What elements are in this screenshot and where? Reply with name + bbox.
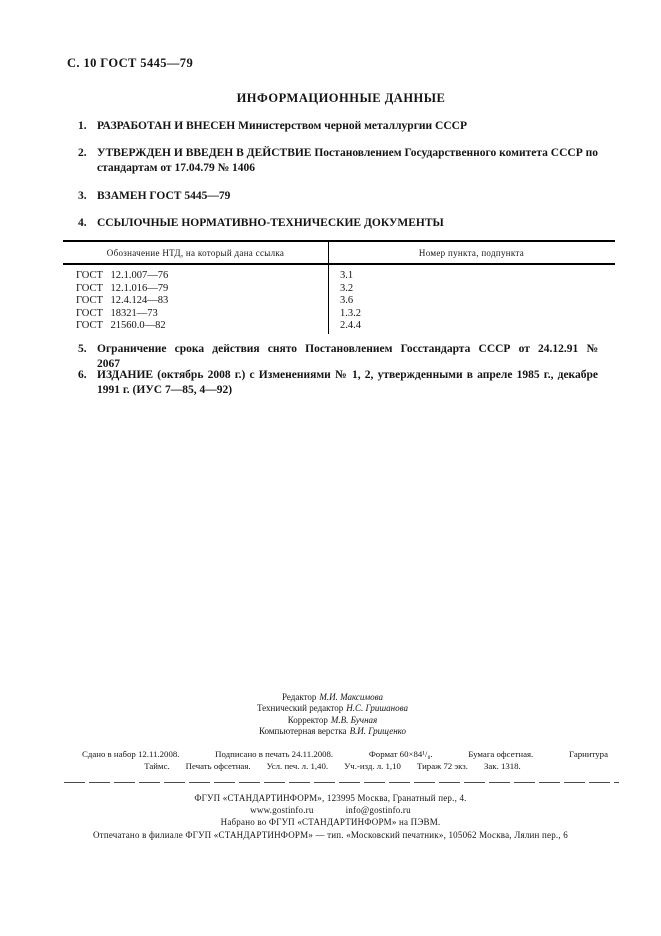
page-header: С. 10 ГОСТ 5445—79 <box>67 56 194 70</box>
table-header-row <box>63 242 615 265</box>
publisher-contacts <box>40 804 621 816</box>
table-row <box>63 320 615 333</box>
credit-name: М.И. Максимова <box>319 692 383 702</box>
item-number: 5. <box>78 343 87 355</box>
cell-point: 3.2 <box>340 282 354 294</box>
item-text: ВЗАМЕН ГОСТ 5445—79 <box>97 190 231 202</box>
table-body <box>63 265 615 333</box>
imprint-segment: Таймс. <box>144 761 170 771</box>
imprint-segment: Гарнитура <box>568 749 608 759</box>
cell-ntd: ГОСТ 12.1.007—76 <box>76 270 169 281</box>
numbered-item-2 <box>78 146 598 176</box>
table-row <box>63 283 615 296</box>
credit-name: М.В. Бучная <box>330 714 378 725</box>
imprint-segment: Печать офсетная. <box>185 761 251 771</box>
credits-block <box>67 692 598 738</box>
publisher-block <box>40 792 621 841</box>
credit-role: Компьютерная верстка <box>258 726 347 737</box>
imprint-segment: Бумага офсетная. <box>468 749 534 759</box>
imprint-segment: Усл. печ. л. 1,40. <box>266 761 329 771</box>
table-row <box>63 308 615 321</box>
dashed-separator <box>64 782 619 783</box>
cell-point: 3.6 <box>340 295 354 307</box>
item-number: 3. <box>78 190 87 202</box>
credit-role: Технический редактор <box>257 703 344 714</box>
imprint-segment: Тираж 72 экз. <box>416 761 468 771</box>
cell-point: 1.3.2 <box>340 307 361 319</box>
credit-role: Редактор <box>282 692 317 702</box>
cell-ntd: ГОСТ 21560.0—82 <box>76 320 166 332</box>
credit-name: В.И. Грищенко <box>349 726 407 737</box>
imprint-segment: Сдано в набор 12.11.2008. <box>82 749 180 759</box>
table-row <box>63 270 615 283</box>
imprint-line-1 <box>82 749 608 759</box>
table-column-divider <box>328 242 329 334</box>
cell-ntd: ГОСТ 12.4.124—83 <box>76 295 169 307</box>
publisher-website-link: www.gostinfo.ru <box>250 805 314 816</box>
credit-line-layout <box>67 726 598 737</box>
cell-point: 2.4.4 <box>340 320 361 332</box>
table-header-ntd: Обозначение НТД, на который дана ссылка <box>106 247 285 258</box>
credit-line-technical-editor <box>67 703 598 714</box>
item-text: ИЗДАНИЕ (октябрь 2008 г.) с Изменениями № 1, 2, утвержденными в апреле 1985 г., декабре 1991 г. (ИУС 7—85, 4—92) <box>97 369 598 396</box>
imprint-segment: Подписано в печать 24.11.2008. <box>215 749 334 759</box>
numbered-item-4 <box>78 216 598 231</box>
cell-point: 3.1 <box>340 270 354 281</box>
imprint-segment: Зак. 1318. <box>483 761 521 771</box>
publisher-email-link: info@gostinfo.ru <box>345 805 411 816</box>
imprint-segment: Формат 60×84¹/₈. <box>368 749 433 759</box>
cell-ntd: ГОСТ 12.1.016—79 <box>76 282 169 294</box>
credit-role: Корректор <box>287 714 328 725</box>
reference-documents-table <box>63 240 615 334</box>
item-number: 1. <box>78 120 87 132</box>
credit-line-corrector <box>67 715 598 726</box>
credit-line-editor <box>67 692 598 703</box>
table-row <box>63 295 615 308</box>
item-text: УТВЕРЖДЕН И ВВЕДЕН В ДЕЙСТВИЕ Постановлением Государственного комитета СССР по стандартам от 17.04.79 № 1406 <box>97 147 598 174</box>
cell-ntd: ГОСТ 18321—73 <box>76 307 158 319</box>
item-text: РАЗРАБОТАН И ВНЕСЕН Министерством черной металлургии СССР <box>97 120 467 132</box>
item-number: 4. <box>78 217 87 229</box>
numbered-item-1 <box>78 119 598 134</box>
numbered-item-3 <box>78 189 598 204</box>
item-number: 6. <box>78 369 87 381</box>
item-text: Ограничение срока действия снято Постановлением Госстандарта СССР от 24.12.91 № 2067 <box>97 343 598 370</box>
document-title: ИНФОРМАЦИОННЫЕ ДАННЫЕ <box>236 91 446 105</box>
publisher-printed: Отпечатано в филиале ФГУП «СТАНДАРТИНФОРМ» — тип. «Московский печатник», 105062 Москва, Лялин пер., 6 <box>92 829 568 840</box>
publisher-typeset: Набрано во ФГУП «СТАНДАРТИНФОРМ» на ПЭВМ. <box>220 817 441 828</box>
credit-name: Н.С. Гришанова <box>346 703 408 714</box>
imprint-segment: Уч.-изд. л. 1,10 <box>344 761 401 771</box>
publisher-address: ФГУП «СТАНДАРТИНФОРМ», 123995 Москва, Гранатный пер., 4. <box>194 793 467 803</box>
item-text: ССЫЛОЧНЫЕ НОРМАТИВНО-ТЕХНИЧЕСКИЕ ДОКУМЕНТЫ <box>97 217 444 229</box>
imprint-line-2 <box>67 761 598 771</box>
item-number: 2. <box>78 147 87 159</box>
table-header-point: Номер пункта, подпункта <box>418 247 525 258</box>
numbered-item-6 <box>78 368 598 398</box>
